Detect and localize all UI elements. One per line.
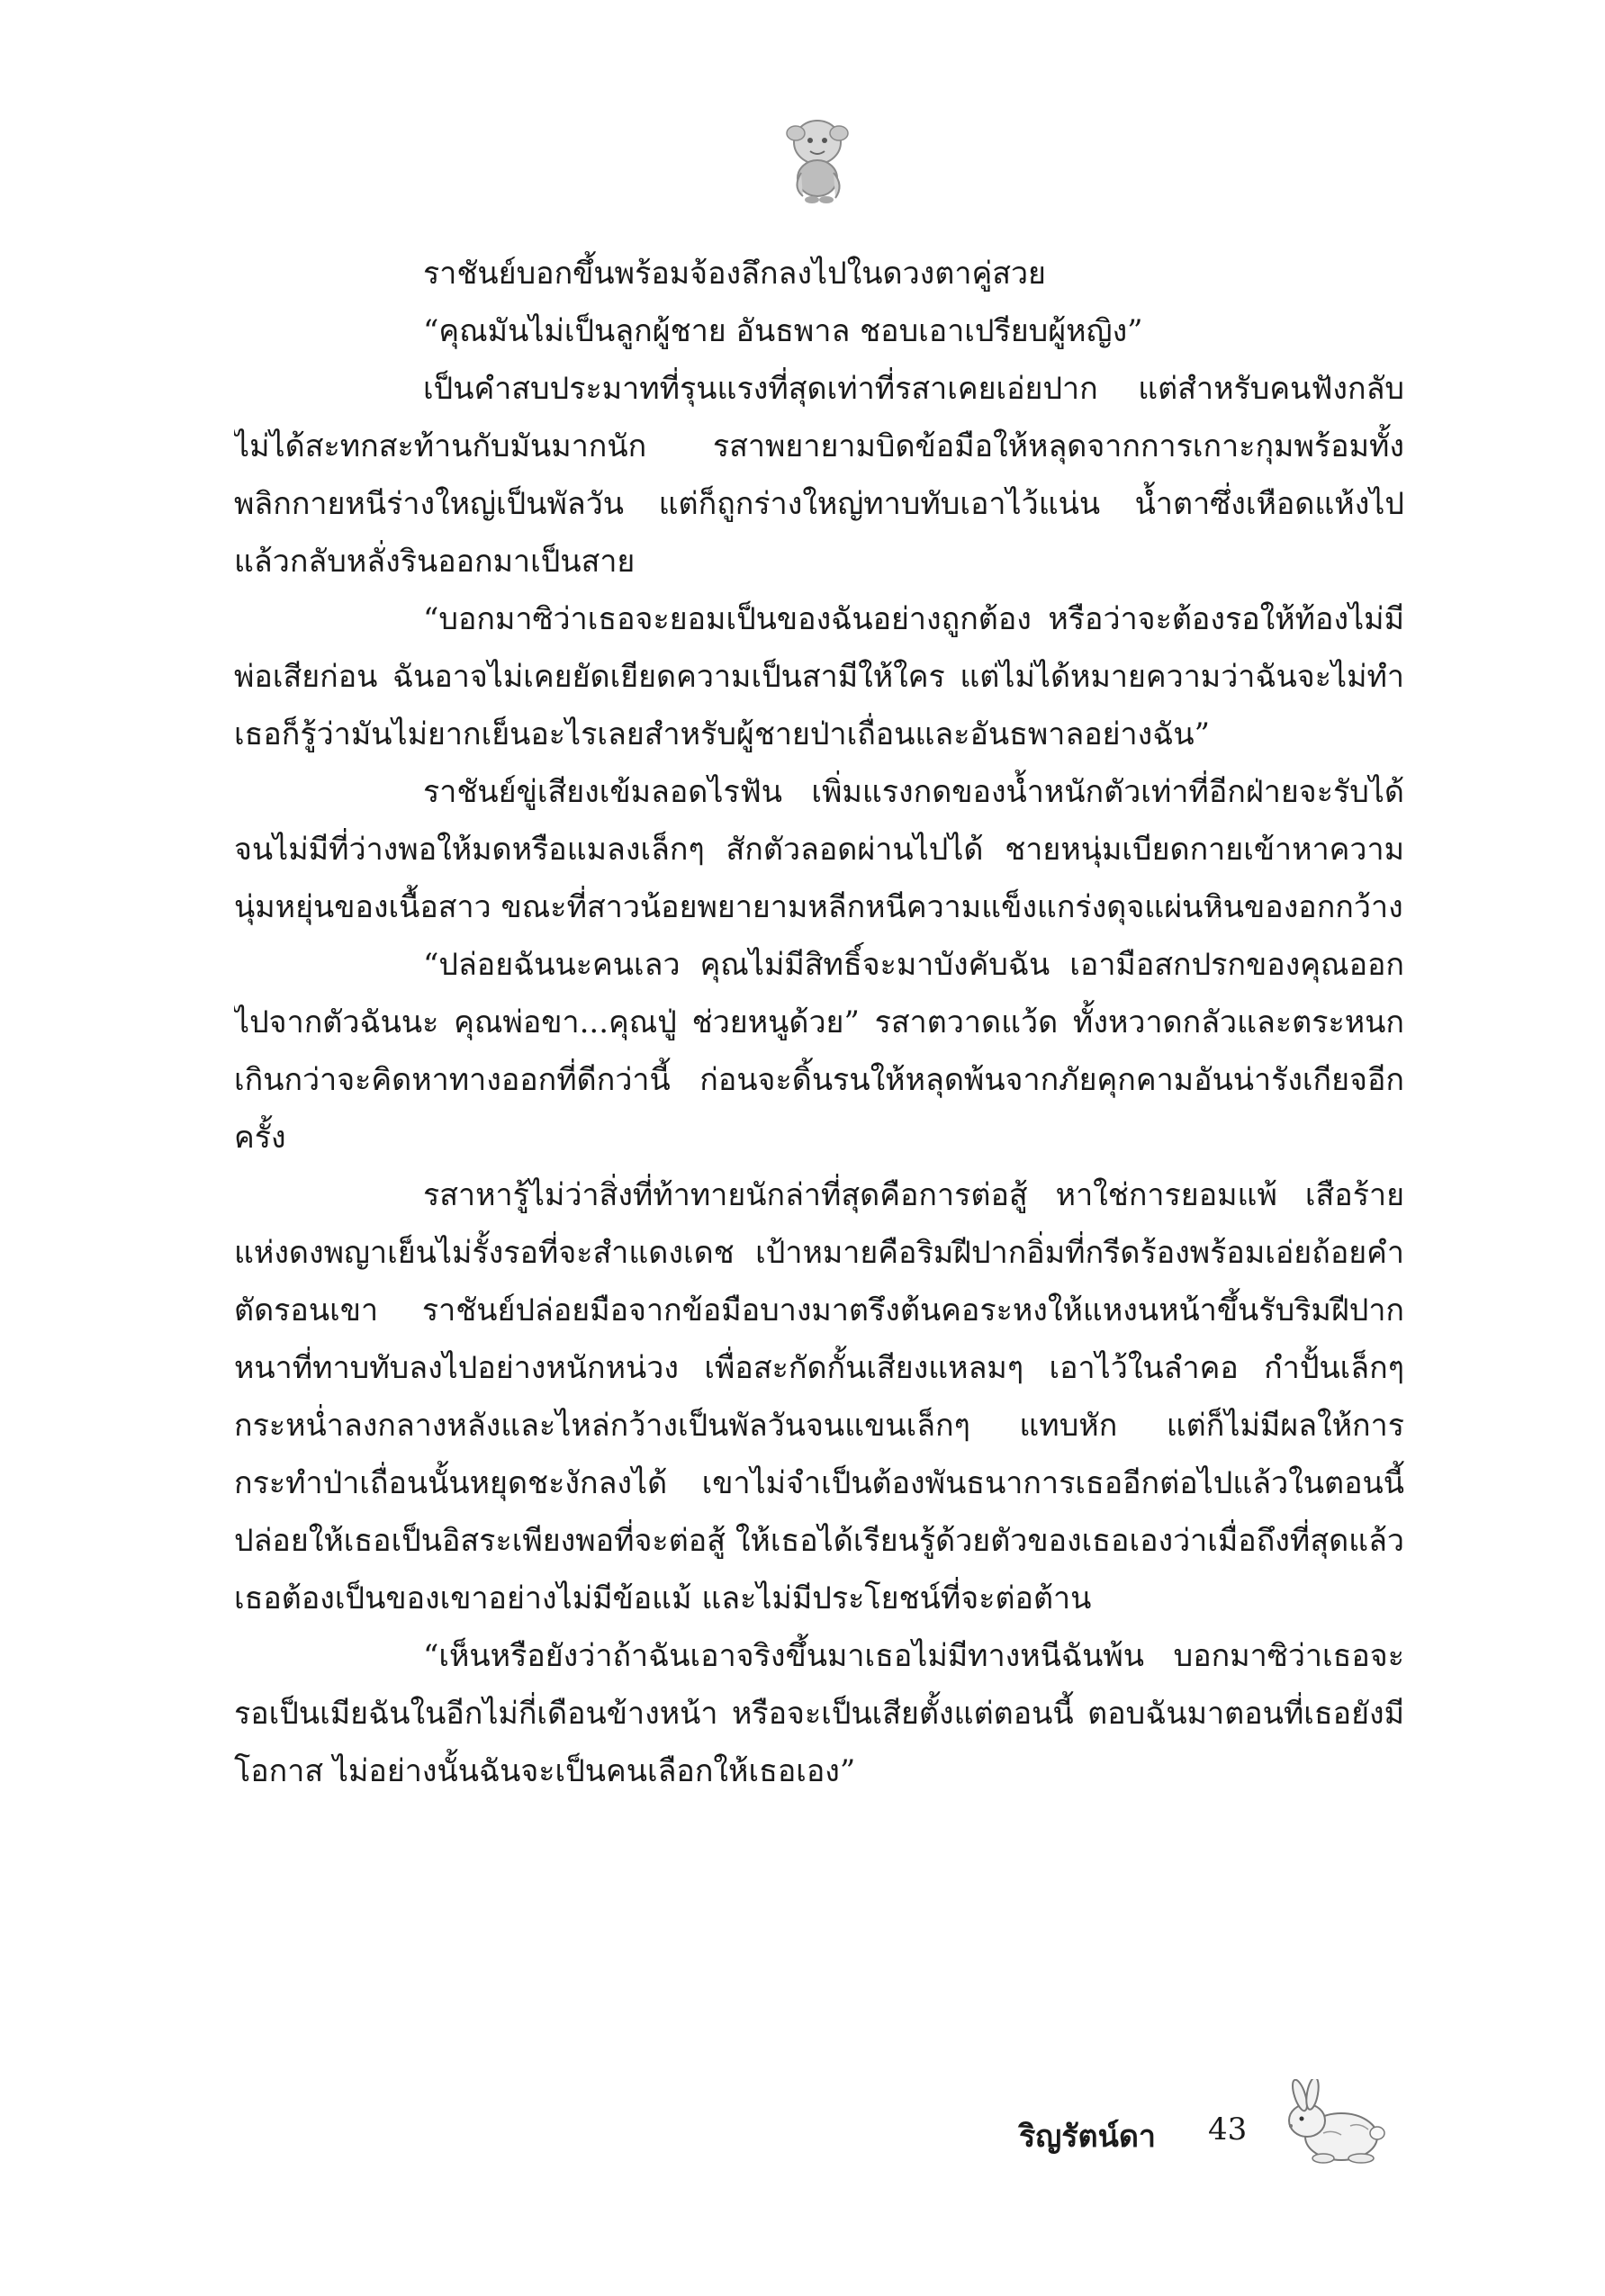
- paragraph: เป็นคำสบประมาทที่รุนแรงที่สุดเท่าที่รสาเคยเอ่ยปาก แต่สำหรับคนฟังกลับไม่ได้สะทกสะท้านกับมันมากนัก รสาพยายามบิดข้อมือให้หลุดจากการเกาะกุมพร้อมทั้งพลิกกายหนีร่างใหญ่เป็นพัลวัน แต่ก็ถูกร่างใหญ่ทาบทับเอาไว้แน่น น้ำตาซึ่งเหือดแห้งไปแล้วกลับหลั่งรินออกมาเป็นสาย: [234, 371, 1404, 580]
- paragraph: “เห็นหรือยังว่าถ้าฉันเอาจริงขึ้นมาเธอไม่มีทางหนีฉันพ้น บอกมาซิว่าเธอจะรอเป็นเมียฉันในอีกไม่กี่เดือนข้างหน้า หรือจะเป็นเสียตั้งแต่ตอนนี้ ตอบฉันมาตอนที่เธอยังมีโอกาส ไม่อย่างนั้นฉันจะเป็นคนเลือกให้เธอเอง”: [234, 1638, 1404, 1789]
- rabbit-icon: [1278, 2079, 1393, 2173]
- paragraph: ราชันย์ขู่เสียงเข้มลอดไรฟัน เพิ่มแรงกดของน้ำหนักตัวเท่าที่อีกฝ่ายจะรับได้ จนไม่มีที่ว่างพอให้มดหรือแมลงเล็กๆ สักตัวลอดผ่านไปได้ ชายหนุ่มเบียดกายเข้าหาความนุ่มหยุ่นของเนื้อสาว ขณะที่สาวน้อยพยายามหลีกหนีความแข็งแกร่งดุจแผ่นหินของอกกว้าง: [234, 774, 1404, 925]
- paragraph: “ปล่อยฉันนะคนเลว คุณไม่มีสิทธิ์จะมาบังคับฉัน เอามือสกปรกของคุณออกไปจากตัวฉันนะ คุณพ่อขา...คุณปู่ ช่วยหนูด้วย” รสาตวาดแว้ด ทั้งหวาดกลัวและตระหนกเกินกว่าจะคิดหาทางออกที่ดีกว่านี้ ก่อนจะดิ้นรนให้หลุดพ้นจากภัยคุกคามอันน่ารังเกียจอีกครั้ง: [234, 947, 1404, 1156]
- paragraph: “คุณมันไม่เป็นลูกผู้ชาย อันธพาล ชอบเอาเปรียบผู้หญิง”: [423, 313, 1143, 349]
- text-body: [234, 245, 1404, 1991]
- page-footer: [1008, 2079, 1395, 2178]
- paragraph: “บอกมาซิว่าเธอจะยอมเป็นของฉันอย่างถูกต้อง หรือว่าจะต้องรอให้ท้องไม่มีพ่อเสียก่อน ฉันอาจไม่เคยยัดเยียดความเป็นสามีให้ใคร แต่ไม่ได้หมายความว่าฉันจะไม่ทำ เธอก็รู้ว่ามันไม่ยากเย็นอะไรเลยสำหรับผู้ชายป่าเถื่อนและอันธพาลอย่างฉัน”: [234, 601, 1404, 752]
- paragraph: ราชันย์บอกขึ้นพร้อมจ้องลึกลงไปในดวงตาคู่สวย: [423, 256, 1046, 292]
- page-number: 43: [1208, 2111, 1248, 2147]
- footer-author: ริญรัตน์ดา: [1019, 2119, 1156, 2155]
- top-ornament-icon: [776, 106, 859, 205]
- paragraph: รสาหารู้ไม่ว่าสิ่งที่ท้าทายนักล่าที่สุดคือการต่อสู้ หาใช่การยอมแพ้ เสือร้ายแห่งดงพญาเย็นไม่รั้งรอที่จะสำแดงเดช เป้าหมายคือริมฝีปากอิ่มที่กรีดร้องพร้อมเอ่ยถ้อยคำตัดรอนเขา ราชันย์ปล่อยมือจากข้อมือบางมาตรึงต้นคอระหงให้แหงนหน้าขึ้นรับริมฝีปากหนาที่ทาบทับลงไปอย่างหนักหน่วง เพื่อสะกัดกั้นเสียงแหลมๆ เอาไว้ในลำคอ กำปั้นเล็กๆ กระหน่ำลงกลางหลังและไหล่กว้างเป็นพัลวันจนแขนเล็กๆ แทบหัก แต่ก็ไม่มีผลให้การกระทำป่าเถื่อนนั้นหยุดชะงักลงได้ เขาไม่จำเป็นต้องพันธนาการเธออีกต่อไปแล้วในตอนนี้ ปล่อยให้เธอเป็นอิสระเพียงพอที่จะต่อสู้ ให้เธอได้เรียนรู้ด้วยตัวของเธอเองว่าเมื่อถึงที่สุดแล้ว เธอต้องเป็นของเขาอย่างไม่มีข้อแม้ และไม่มีประโยชน์ที่จะต่อต้าน: [234, 1177, 1404, 1616]
